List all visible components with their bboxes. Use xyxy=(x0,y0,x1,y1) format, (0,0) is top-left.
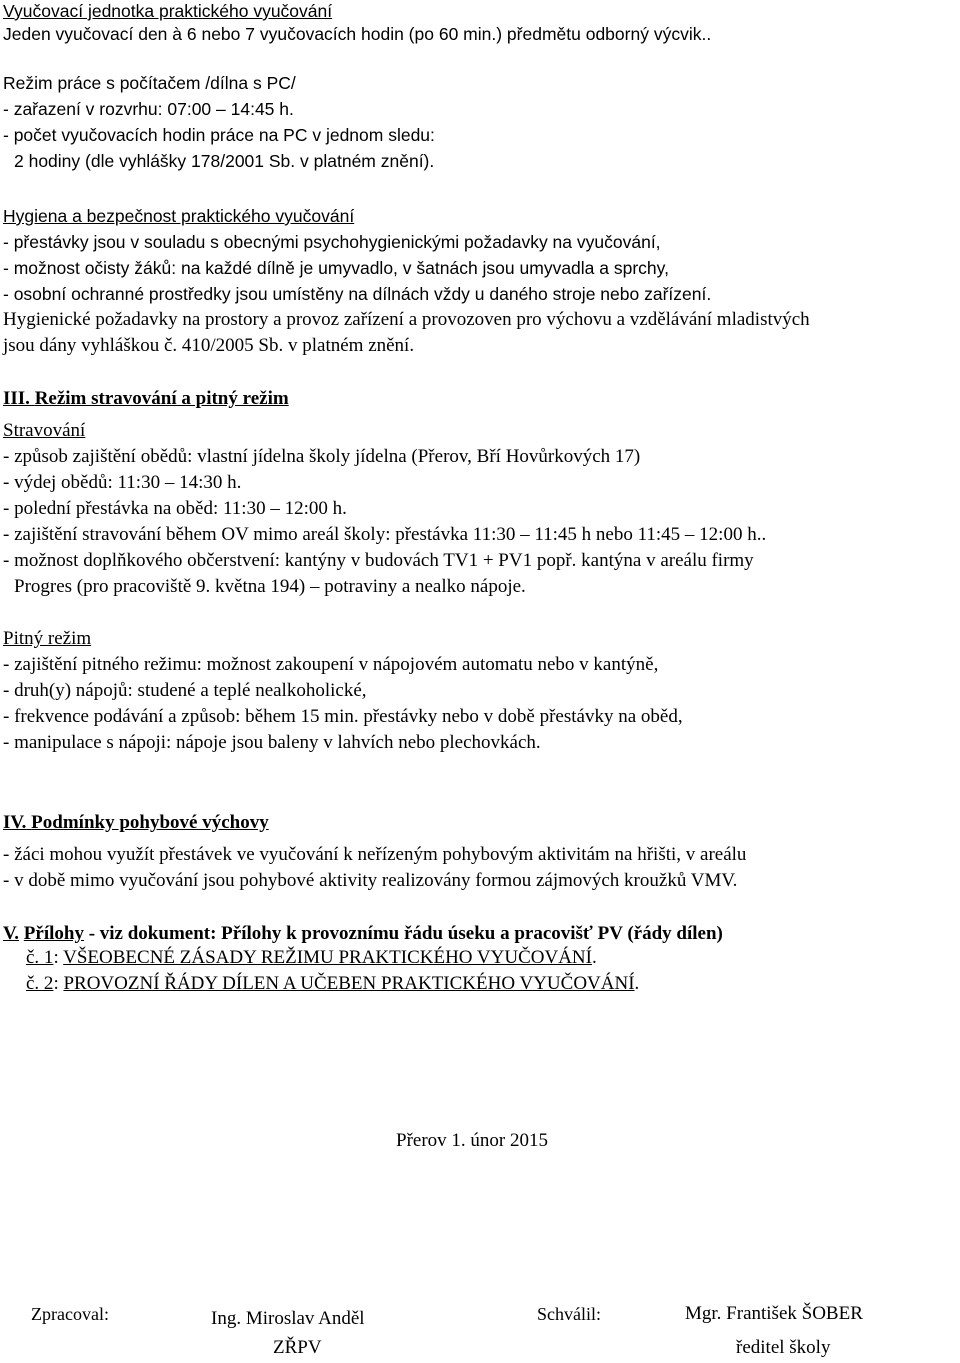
section-heading-pc: Režim práce s počítačem /dílna s PC/ xyxy=(3,73,296,93)
appendix-link[interactable]: VŠEOBECNÉ ZÁSADY REŽIMU PRAKTICKÉHO VYUČOVÁNÍ xyxy=(63,947,592,968)
stravovani-line: - výdej obědů: 11:30 – 14:30 h. xyxy=(3,472,242,493)
pitny-line: - manipulace s nápoji: nápoje jsou baleny v lahvích nebo plechovkách. xyxy=(3,732,541,753)
section-5-rest: - viz dokument: Přílohy k provoznímu řádu úseku a pracovišť PV (řády dílen) xyxy=(83,923,723,944)
hygiene-line: - přestávky jsou v souladu s obecnými psychohygienickými požadavky na vyučování, xyxy=(3,232,661,252)
subsection-heading-stravovani: Stravování xyxy=(3,420,86,441)
hygiene-line: - možnost očisty žáků: na každé dílně je umyvadlo, v šatnách jsou umyvadla a sprchy, xyxy=(3,258,669,278)
stravovani-line: Progres (pro pracoviště 9. května 194) – potraviny a nealko nápoje. xyxy=(14,576,526,597)
section-heading-hygiene: Hygiena a bezpečnost praktického vyučování xyxy=(3,206,355,226)
appendix-number: č. 2 xyxy=(26,973,54,994)
movement-line: - v době mimo vyučování jsou pohybové aktivity realizovány formou zájmových kroužků VMV. xyxy=(3,870,738,891)
pc-line: - zařazení v rozvrhu: 07:00 – 14:45 h. xyxy=(3,99,294,119)
pc-line: - počet vyučovacích hodin práce na PC v jednom sledu: xyxy=(3,125,435,145)
stravovani-line: - možnost doplňkového občerstvení: kantýny v budovách TV1 + PV1 popř. kantýna v areálu firmy xyxy=(3,550,754,571)
subsection-heading-pitny: Pitný režim xyxy=(3,628,92,649)
prepared-label: Zpracoval: xyxy=(31,1304,109,1324)
prepared-name: Ing. Miroslav Anděl xyxy=(211,1308,365,1329)
section-title: Přílohy xyxy=(23,923,84,944)
approved-role: ředitel školy xyxy=(736,1337,831,1358)
section-number: V. xyxy=(3,923,20,944)
appendix-link[interactable]: PROVOZNÍ ŘÁDY DÍLEN A UČEBEN PRAKTICKÉHO VYUČOVÁNÍ xyxy=(63,973,635,994)
section-4-heading xyxy=(3,812,269,834)
appendix-item[interactable]: č. 1: VŠEOBECNÉ ZÁSADY REŽIMU PRAKTICKÉHO VYUČOVÁNÍ. xyxy=(26,947,597,968)
lesson-text: Jeden vyučovací den à 6 nebo 7 vyučovacích hodin (po 60 min.) předmětu odborný výcvik.. xyxy=(3,24,712,44)
section-number: III. xyxy=(3,388,30,409)
appendix-item[interactable]: č. 2: PROVOZNÍ ŘÁDY DÍLEN A UČEBEN PRAKTICKÉHO VYUČOVÁNÍ. xyxy=(26,973,640,994)
section-number: IV. xyxy=(3,812,27,833)
section-title: Režim stravování a pitný režim xyxy=(34,388,289,409)
pc-line: 2 hodiny (dle vyhlášky 178/2001 Sb. v platném znění). xyxy=(14,151,435,171)
stravovani-line: - polední přestávka na oběd: 11:30 – 12:00 h. xyxy=(3,498,347,519)
section-5-heading xyxy=(3,923,723,945)
appendix-number: č. 1 xyxy=(26,947,54,968)
place-date: Přerov 1. únor 2015 xyxy=(396,1130,548,1151)
movement-line: - žáci mohou využít přestávek ve vyučování k neřízeným pohybovým aktivitám na hřišti, v areálu xyxy=(3,844,747,865)
prepared-role: ZŘPV xyxy=(273,1337,322,1358)
pitny-line: - frekvence podávání a způsob: během 15 min. přestávky nebo v době přestávky na oběd, xyxy=(3,706,683,727)
section-3-heading xyxy=(3,388,289,410)
pitny-line: - zajištění pitného režimu: možnost zakoupení v nápojovém automatu nebo v kantýně, xyxy=(3,654,659,675)
hygiene-line: - osobní ochranné prostředky jsou umístěny na dílnách vždy u daného stroje nebo zařízení. xyxy=(3,284,712,304)
stravovani-line: - zajištění stravování během OV mimo areál školy: přestávka 11:30 – 11:45 h nebo 11:45 – 12:00 h.. xyxy=(3,524,767,545)
stravovani-line: - způsob zajištění obědů: vlastní jídelna školy jídelna (Přerov, Bří Hovůrkových 17) xyxy=(3,446,641,467)
section-title: Podmínky pohybové výchovy xyxy=(31,812,269,833)
approved-label: Schválil: xyxy=(537,1304,601,1324)
approved-name: Mgr. František ŠOBER xyxy=(685,1303,863,1324)
section-heading-lesson: Vyučovací jednotka praktického vyučování xyxy=(3,1,333,21)
hygiene-line: jsou dány vyhláškou č. 410/2005 Sb. v platném znění. xyxy=(3,335,415,356)
pitny-line: - druh(y) nápojů: studené a teplé nealkoholické, xyxy=(3,680,367,701)
hygiene-line: Hygienické požadavky na prostory a provoz zařízení a provozoven pro výchovu a vzdělávání mladistvých xyxy=(3,309,810,330)
